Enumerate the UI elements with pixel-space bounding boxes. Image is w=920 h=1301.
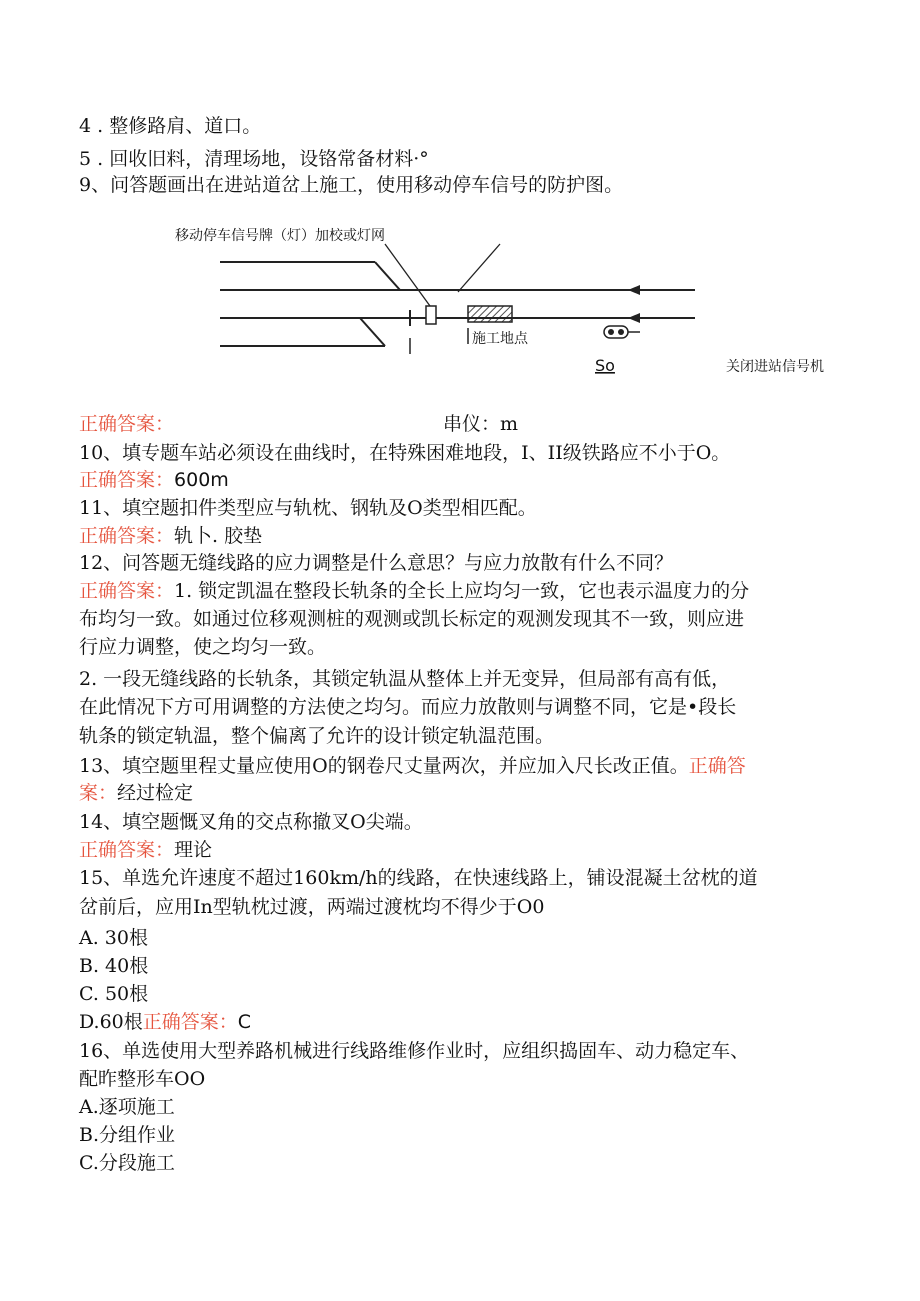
answer-10-value: 600m — [174, 469, 229, 491]
question-16-line: 配昨整形车OO — [79, 1068, 206, 1090]
answer-13-value: 经过检定 — [117, 782, 194, 804]
answer-label: 正确答 — [688, 755, 746, 777]
home-signal-icon — [604, 326, 628, 338]
answer-12-line: 在此情况下方可用调整的方法使之均匀。而应力放散则与调整不同，它是•段长 — [79, 696, 737, 718]
answer-12-line: 布均匀一致。如通过位移观测桩的观测或凯长标定的观测发现其不一致，则应进 — [79, 608, 745, 630]
answer-9-extra: 串仪：m — [443, 413, 519, 435]
question-14: 14、填空题慨叉角的交点称撤叉O尖端。 — [79, 811, 423, 833]
option-d: D.60根 — [79, 1011, 143, 1033]
construction-site-icon — [468, 306, 512, 322]
option-a: A.逐项施工 — [79, 1096, 175, 1118]
question-13: 13、填空题里程丈量应使用O的钢卷尺丈量两次，并应加入尺长改正值。 — [79, 755, 689, 777]
construction-site-label: 施工地点 — [472, 331, 528, 347]
option-b: B.分组作业 — [79, 1124, 176, 1146]
answer-9-row — [79, 411, 174, 437]
net-leader-line — [458, 244, 500, 292]
question-10: 10、填专题车站必须设在曲线时，在特殊困难地段，I、II级铁路应不小于O。 — [79, 442, 731, 464]
arrow-left-icon — [628, 313, 640, 323]
option-c: C. 50根 — [79, 983, 149, 1005]
answer-12-row: 正确答案：1. 锁定凯温在整段长轨条的全长上应均匀一致，它也表示温度力的分 — [79, 580, 750, 602]
answer-14-value: 理论 — [174, 839, 213, 861]
item-4-text: 4 . 整修路肩、道口。 — [79, 115, 262, 137]
answer-11-row: 正确答案：轨卜. 胶垫 — [79, 525, 263, 547]
track-diagram-svg — [170, 222, 850, 382]
answer-12-line: 2. 一段无缝线路的长轨条，其锁定轨温从整体上并无变异，但局部有高有低， — [79, 668, 731, 690]
so-label: So — [595, 356, 615, 375]
arrow-left-icon — [628, 285, 640, 295]
moving-stop-signal-icon — [426, 306, 436, 324]
switch-diverge-lower — [360, 318, 385, 346]
protection-diagram — [170, 222, 850, 382]
answer-label: 正确答案： — [79, 413, 175, 435]
answer-14-row: 正确答案：理论 — [79, 839, 213, 861]
closed-home-signal-label: 关闭进站信号机 — [726, 359, 824, 375]
question-9: 9、问答题画出在进站道岔上施工，使用移动停车信号的防护图。 — [79, 174, 624, 196]
question-12: 12、问答题无缝线路的应力调整是什么意思？与应力放散有什么不同？ — [79, 552, 674, 574]
option-b: B. 40根 — [79, 955, 149, 977]
switch-diverge-upper — [375, 262, 400, 290]
answer-12-line: 1. 锁定凯温在整段长轨条的全长上应均匀一致，它也表示温度力的分 — [174, 580, 750, 602]
question-15-line: 岔前后，应用In型轨枕过渡，两端过渡枕均不得少于O0 — [79, 896, 545, 918]
answer-12-line: 行应力调整，使之均匀一致。 — [79, 636, 327, 658]
answer-13-row — [79, 780, 193, 806]
item-5-text: 5 . 回收旧料，清理场地，设铬常备材料·° — [79, 148, 429, 170]
question-11: 11、填空题扣件类型应与轨枕、钢轨及O类型相匹配。 — [79, 497, 537, 519]
answer-11-value: 轨卜. 胶垫 — [174, 525, 263, 547]
question-16-line: 16、单选使用大型养路机械进行线路维修作业时，应组织捣固车、动力稳定车、 — [79, 1040, 750, 1062]
answer-label: 案： — [79, 782, 118, 804]
question-15-line: 15、单选允许速度不超过160km/h的线路，在快速线路上，铺设混凝土岔枕的道 — [79, 867, 758, 889]
option-d-row: D.60根正确答案：C — [79, 1011, 252, 1033]
question-13-row — [79, 753, 746, 779]
answer-15-value: C — [237, 1011, 252, 1033]
moving-stop-signal-label: 移动停车信号牌（灯）加校或灯网 — [175, 228, 385, 244]
option-a: A. 30根 — [79, 927, 148, 949]
answer-10-row: 正确答案：600m — [79, 469, 229, 491]
answer-12-line: 轨条的锁定轨温，整个偏离了允许的设计锁定轨温范围。 — [79, 725, 555, 747]
signal-leader-line — [385, 244, 430, 306]
option-c: C.分段施工 — [79, 1152, 175, 1174]
